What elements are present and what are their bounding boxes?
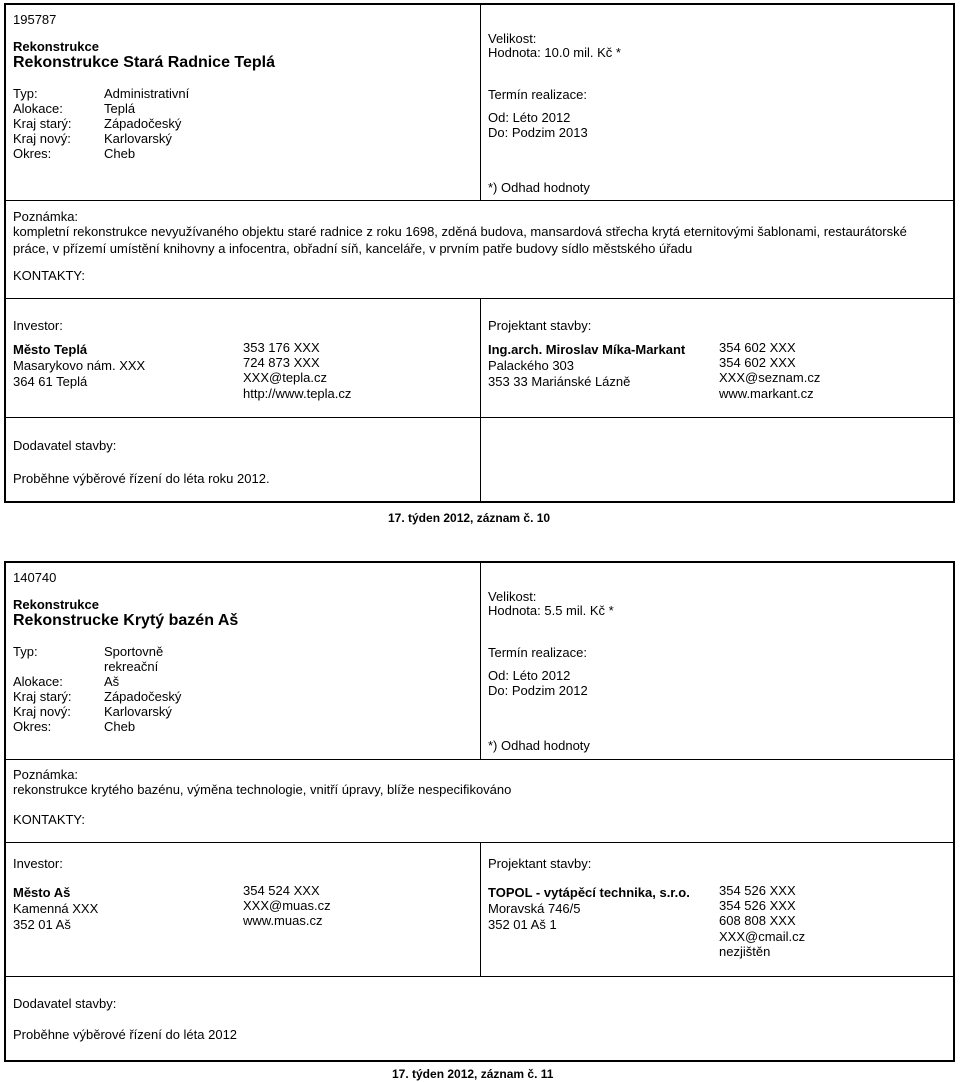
section-divider xyxy=(6,759,953,760)
designer-address-line: 353 33 Mariánské Lázně xyxy=(488,374,631,389)
investor-contact: www.muas.cz xyxy=(243,913,323,928)
attr-value: Teplá xyxy=(104,101,136,116)
supplier-text: Proběhne výběrové řízení do léta roku 2012. xyxy=(13,471,270,486)
value-text: Hodnota: 10.0 mil. Kč * xyxy=(488,45,621,60)
investor-label: Investor: xyxy=(13,856,63,871)
term-from: Od: Léto 2012 xyxy=(488,668,571,683)
investor-address-line: 352 01 Aš xyxy=(13,917,71,932)
attr-value: Západočeský xyxy=(104,116,182,131)
attr-label: Okres: xyxy=(13,719,52,734)
contacts-label: KONTAKTY: xyxy=(13,268,85,283)
size-label: Velikost: xyxy=(488,31,537,46)
attr-label: Kraj starý: xyxy=(13,689,72,704)
investor-contact: XXX@muas.cz xyxy=(243,898,331,913)
designer-contact: 354 526 XXX xyxy=(719,898,796,913)
attr-value: Karlovarský xyxy=(104,704,172,719)
designer-contact: XXX@seznam.cz xyxy=(719,370,821,385)
record-id: 195787 xyxy=(13,12,57,27)
investor-contact: http://www.tepla.cz xyxy=(243,386,352,401)
investor-name: Město Teplá xyxy=(13,342,88,357)
attr-value: Sportovně xyxy=(104,644,164,659)
term-label: Termín realizace: xyxy=(488,645,587,660)
section-divider xyxy=(6,976,953,977)
attr-value: Západočeský xyxy=(104,689,182,704)
column-divider xyxy=(480,843,481,976)
investor-address-line: 364 61 Teplá xyxy=(13,374,88,389)
term-label: Termín realizace: xyxy=(488,87,587,102)
attr-label: Kraj nový: xyxy=(13,131,71,146)
designer-label: Projektant stavby: xyxy=(488,318,592,333)
column-divider xyxy=(480,418,481,501)
term-to: Do: Podzim 2013 xyxy=(488,125,588,140)
investor-contact: XXX@tepla.cz xyxy=(243,370,328,385)
estimate-note: *) Odhad hodnoty xyxy=(488,180,590,195)
record-footer: 17. týden 2012, záznam č. 10 xyxy=(388,511,551,525)
designer-contact: nezjištěn xyxy=(719,944,771,959)
attr-value: Administrativní xyxy=(104,86,190,101)
designer-name: TOPOL - vytápěcí technika, s.r.o. xyxy=(488,885,690,900)
designer-contact: 354 602 XXX xyxy=(719,355,796,370)
designer-label: Projektant stavby: xyxy=(488,856,592,871)
supplier-text: Proběhne výběrové řízení do léta 2012 xyxy=(13,1027,238,1042)
investor-contact: 724 873 XXX xyxy=(243,355,320,370)
attr-label: Alokace: xyxy=(13,674,63,689)
note-text: rekonstrukce krytého bazénu, výměna technologie, vnitří úpravy, blíže nespecifikováno xyxy=(13,782,512,797)
attr-label: Kraj nový: xyxy=(13,704,71,719)
investor-address-line: Kamenná XXX xyxy=(13,901,99,916)
record-title: Rekonstrukce Stará Radnice Teplá xyxy=(13,54,276,71)
investor-label: Investor: xyxy=(13,318,63,333)
investor-address-line: Masarykovo nám. XXX xyxy=(13,358,146,373)
term-to: Do: Podzim 2012 xyxy=(488,683,588,698)
designer-address-line: Palackého 303 xyxy=(488,358,575,373)
record-category: Rekonstrukce xyxy=(13,39,99,54)
designer-contact: 354 526 XXX xyxy=(719,883,796,898)
record-category: Rekonstrukce xyxy=(13,597,99,612)
note-text: kompletní rekonstrukce nevyužívaného objektu staré radnice z roku 1698, zděná budova, mansardová střecha krytá eternitovými šablonami, restaurátorské práce, v přízemí umístění knihovny a infocentra, obřadní síň, kanceláře, v prvním patře budovy sídlo městského úřadu xyxy=(13,224,907,256)
attr-value: rekreační xyxy=(104,659,159,674)
estimate-note: *) Odhad hodnoty xyxy=(488,738,590,753)
column-divider xyxy=(480,5,481,201)
attr-label: Okres: xyxy=(13,146,52,161)
attr-label: Alokace: xyxy=(13,101,63,116)
section-divider xyxy=(6,200,953,201)
contacts-label: KONTAKTY: xyxy=(13,812,85,827)
attr-label: Kraj starý: xyxy=(13,116,72,131)
attr-label: Typ: xyxy=(13,644,38,659)
attr-value: Karlovarský xyxy=(104,131,172,146)
supplier-label: Dodavatel stavby: xyxy=(13,996,117,1011)
designer-contact: XXX@cmail.cz xyxy=(719,929,806,944)
attr-value: Cheb xyxy=(104,146,136,161)
record-id: 140740 xyxy=(13,570,57,585)
attr-value: Aš xyxy=(104,674,120,689)
value-text: Hodnota: 5.5 mil. Kč * xyxy=(488,603,614,618)
note-label: Poznámka: xyxy=(13,209,79,224)
term-from: Od: Léto 2012 xyxy=(488,110,571,125)
record-footer: 17. týden 2012, záznam č. 11 xyxy=(392,1067,554,1081)
investor-contact: 353 176 XXX xyxy=(243,340,320,355)
supplier-label: Dodavatel stavby: xyxy=(13,438,117,453)
designer-contact: www.markant.cz xyxy=(719,386,814,401)
designer-address-line: 352 01 Aš 1 xyxy=(488,917,557,932)
investor-name: Město Aš xyxy=(13,885,71,900)
designer-contact: 354 602 XXX xyxy=(719,340,796,355)
designer-name: Ing.arch. Miroslav Míka-Markant xyxy=(488,342,686,357)
attr-label: Typ: xyxy=(13,86,38,101)
investor-contact: 354 524 XXX xyxy=(243,883,320,898)
note-label: Poznámka: xyxy=(13,767,79,782)
designer-contact: 608 808 XXX xyxy=(719,913,796,928)
record-title: Rekonstrucke Krytý bazén Aš xyxy=(13,612,239,629)
designer-address-line: Moravská 746/5 xyxy=(488,901,581,916)
column-divider xyxy=(480,299,481,417)
column-divider xyxy=(480,563,481,759)
attr-value: Cheb xyxy=(104,719,136,734)
size-label: Velikost: xyxy=(488,589,537,604)
